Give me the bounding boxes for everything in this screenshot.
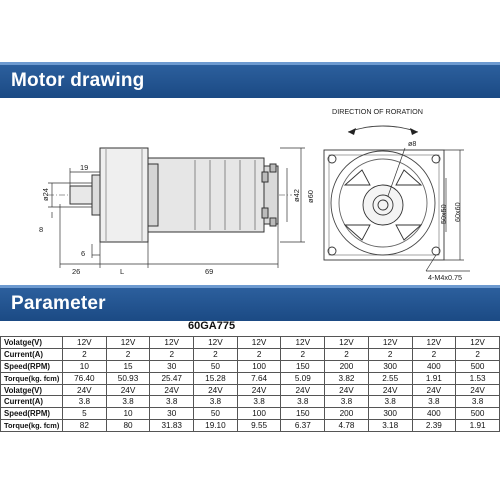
table-cell: 150 — [281, 408, 325, 420]
table-cell: 24V — [325, 384, 369, 396]
table-cell: 3.8 — [412, 396, 456, 408]
model-name: 60GA775 — [188, 320, 236, 332]
table-cell: 400 — [412, 360, 456, 372]
gearbox — [100, 148, 148, 242]
row-label: Speed(RPM) — [1, 360, 63, 372]
shaft-collar — [92, 175, 100, 215]
motor-body — [148, 158, 264, 232]
parameter-title: Parameter — [11, 293, 106, 314]
table-row — [1, 360, 500, 372]
table-cell: 500 — [456, 408, 500, 420]
dim-l: L — [120, 267, 125, 276]
table-cell: 200 — [325, 360, 369, 372]
table-cell: 300 — [368, 360, 412, 372]
row-label: Current(A) — [1, 348, 63, 360]
table-cell: 10 — [63, 360, 107, 372]
table-cell: 24V — [412, 384, 456, 396]
table-cell: 24V — [63, 384, 107, 396]
table-cell: 5 — [63, 408, 107, 420]
dim-42: ø42 — [292, 189, 301, 202]
table-cell: 12V — [63, 337, 107, 349]
table-cell: 3.8 — [106, 396, 150, 408]
table-cell: 1.91 — [456, 420, 500, 432]
row-label: Speed(RPM) — [1, 408, 63, 420]
table-cell: 30 — [150, 408, 194, 420]
dim-holes: 4-M4x0.75 — [428, 273, 462, 282]
table-cell: 50 — [194, 360, 238, 372]
table-cell: 5.09 — [281, 372, 325, 384]
table-cell: 3.8 — [194, 396, 238, 408]
table-cell: 24V — [281, 384, 325, 396]
dim-50x50: 50x50 — [439, 204, 448, 224]
table-cell: 76.40 — [63, 372, 107, 384]
table-cell: 400 — [412, 408, 456, 420]
table-cell: 12V — [281, 337, 325, 349]
dim-24: ø24 — [41, 188, 50, 201]
table-cell: 24V — [194, 384, 238, 396]
table-cell: 2 — [63, 348, 107, 360]
direction-label: DIRECTION OF RORATION — [332, 107, 423, 116]
table-row — [1, 408, 500, 420]
table-cell: 80 — [106, 420, 150, 432]
dim-shaft-8: ø8 — [408, 139, 417, 148]
table-cell: 50.93 — [106, 372, 150, 384]
row-label: Current(A) — [1, 396, 63, 408]
table-cell: 12V — [150, 337, 194, 349]
table-cell: 24V — [456, 384, 500, 396]
table-cell: 2.55 — [368, 372, 412, 384]
table-cell: 2.39 — [412, 420, 456, 432]
table-cell: 2 — [106, 348, 150, 360]
table-cell: 2 — [237, 348, 281, 360]
table-cell: 2 — [194, 348, 238, 360]
dim-6: 6 — [81, 249, 86, 258]
table-cell: 12V — [325, 337, 369, 349]
table-cell: 100 — [237, 360, 281, 372]
table-cell: 24V — [150, 384, 194, 396]
table-cell: 3.8 — [281, 396, 325, 408]
table-cell: 24V — [368, 384, 412, 396]
table-cell: 31.83 — [150, 420, 194, 432]
table-cell: 3.8 — [237, 396, 281, 408]
table-cell: 12V — [106, 337, 150, 349]
row-label: Torque(kg. fcm) — [1, 372, 63, 384]
table-cell: 3.8 — [150, 396, 194, 408]
motor-drawing — [0, 98, 500, 283]
table-cell: 15 — [106, 360, 150, 372]
table-cell: 30 — [150, 360, 194, 372]
table-cell: 3.82 — [325, 372, 369, 384]
table-cell: 3.8 — [325, 396, 369, 408]
table-cell: 24V — [237, 384, 281, 396]
table-row — [1, 372, 500, 384]
motor-drawing-header — [0, 62, 500, 98]
motor-drawing-title: Motor drawing — [11, 70, 145, 91]
row-label: Volatge(V) — [1, 337, 63, 349]
table-cell: 1.91 — [412, 372, 456, 384]
table-cell: 3.8 — [63, 396, 107, 408]
table-cell: 82 — [63, 420, 107, 432]
table-cell: 200 — [325, 408, 369, 420]
table-cell: 6.37 — [281, 420, 325, 432]
table-cell: 2 — [412, 348, 456, 360]
dim-26: 26 — [72, 267, 81, 276]
dim-19: 19 — [80, 163, 89, 172]
table-cell: 12V — [368, 337, 412, 349]
table-cell: 2 — [456, 348, 500, 360]
table-cell: 19.10 — [194, 420, 238, 432]
dim-60: ø60 — [306, 190, 315, 203]
table-cell: 12V — [237, 337, 281, 349]
table-cell: 100 — [237, 408, 281, 420]
table-cell: 9.55 — [237, 420, 281, 432]
table-cell: 24V — [106, 384, 150, 396]
table-cell: 12V — [456, 337, 500, 349]
table-row — [1, 420, 500, 432]
table-cell: 150 — [281, 360, 325, 372]
table-cell: 3.8 — [368, 396, 412, 408]
parameter-table — [0, 336, 500, 432]
dim-69: 69 — [205, 267, 214, 276]
table-cell: 3.18 — [368, 420, 412, 432]
table-cell: 12V — [194, 337, 238, 349]
row-label: Torque(kg. fcm) — [1, 420, 63, 432]
table-cell: 25.47 — [150, 372, 194, 384]
table-cell: 300 — [368, 408, 412, 420]
table-cell: 12V — [412, 337, 456, 349]
dim-60x60: 60x60 — [453, 202, 462, 222]
table-cell: 15.28 — [194, 372, 238, 384]
table-cell: 10 — [106, 408, 150, 420]
parameter-header — [0, 285, 500, 321]
table-cell: 2 — [368, 348, 412, 360]
table-cell: 500 — [456, 360, 500, 372]
table-cell: 2 — [281, 348, 325, 360]
table-cell: 4.78 — [325, 420, 369, 432]
table-cell: 7.64 — [237, 372, 281, 384]
table-cell: 1.53 — [456, 372, 500, 384]
table-cell: 2 — [150, 348, 194, 360]
table-row — [1, 384, 500, 396]
table-row — [1, 337, 500, 349]
table-cell: 3.8 — [456, 396, 500, 408]
dim-8: 8 — [39, 225, 44, 234]
table-cell: 2 — [325, 348, 369, 360]
table-cell: 50 — [194, 408, 238, 420]
row-label: Volatge(V) — [1, 384, 63, 396]
table-row — [1, 396, 500, 408]
table-row — [1, 348, 500, 360]
